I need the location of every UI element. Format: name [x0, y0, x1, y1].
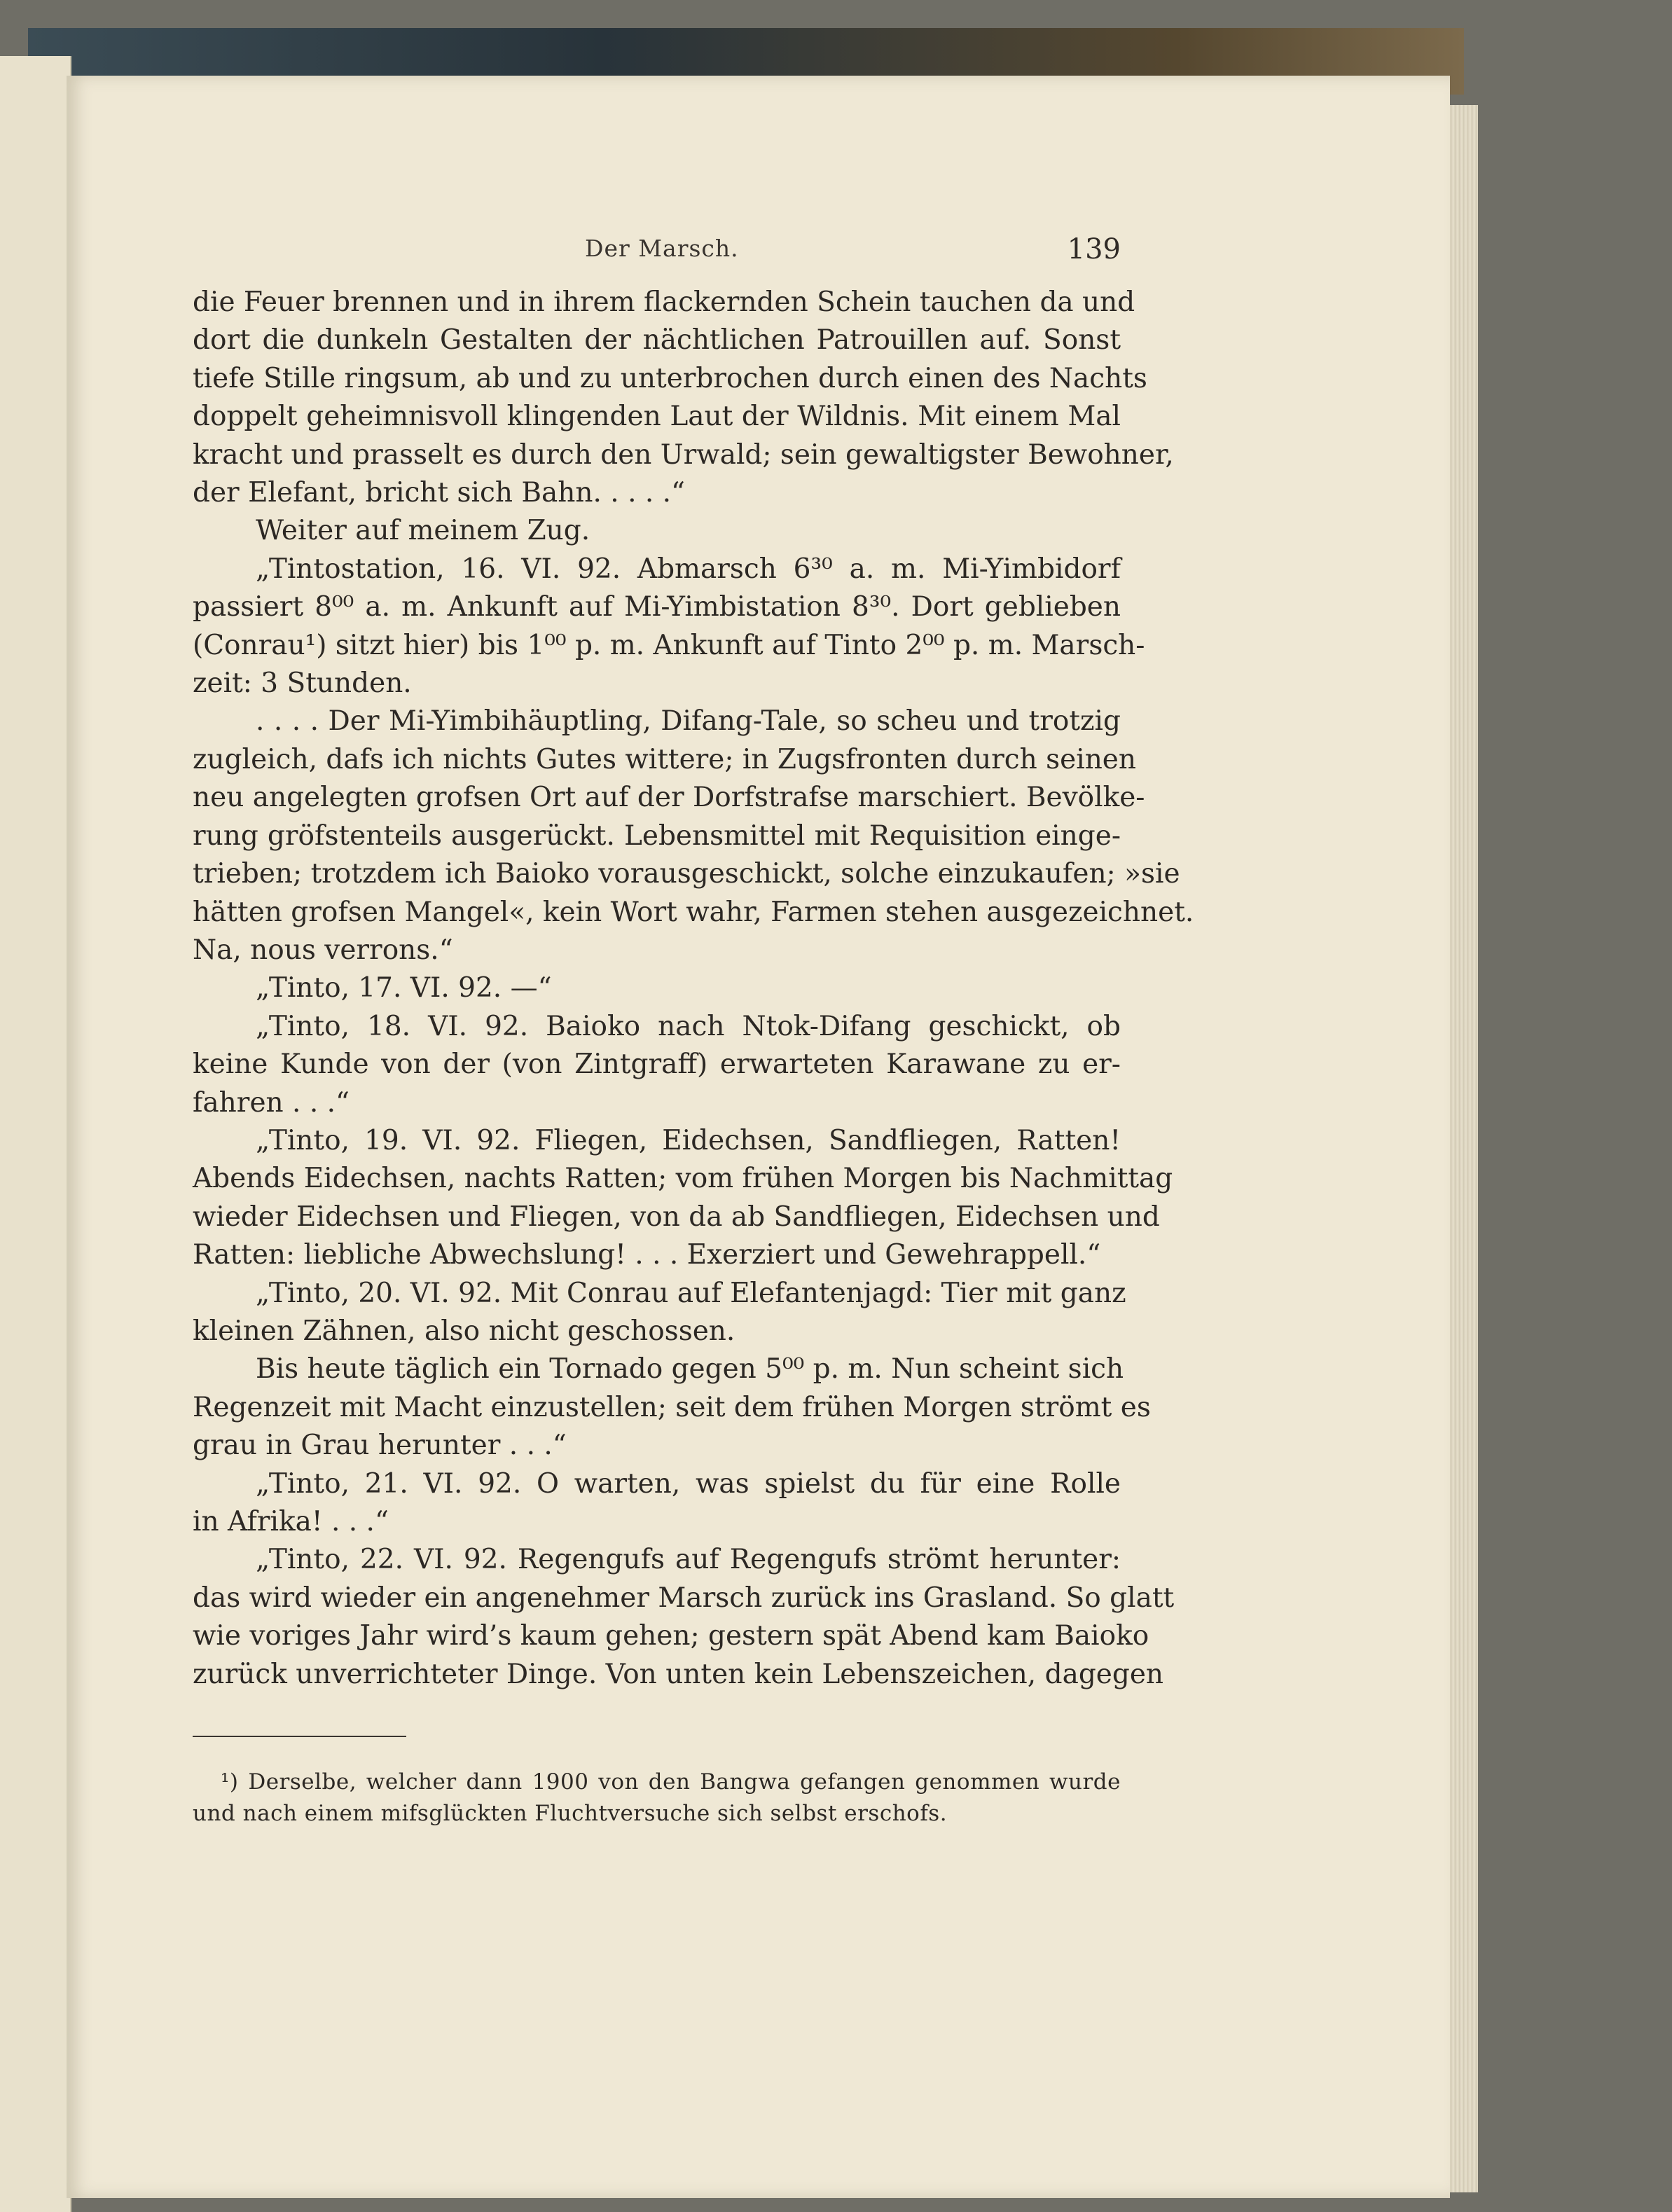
- text-line: Na, nous verrons.“: [193, 934, 453, 966]
- text-line: „Tinto, 20. VI. 92. Mit Conrau auf Elefantenjagd: Tier mit ganz: [256, 1277, 1126, 1309]
- paragraph: [193, 1541, 1175, 1694]
- footnote-line: und nach einem mifsglückten Fluchtversuche sich selbst erschofs.: [193, 1801, 948, 1826]
- text-line: kracht und prasselt es durch den Urwald; sein gewaltigster Bewohner,: [193, 438, 1174, 471]
- paragraph: [193, 1350, 1151, 1465]
- text-line: „Tinto, 17. VI. 92. —“: [256, 972, 552, 1004]
- text-line: hätten grofsen Mangel«, kein Wort wahr, Farmen stehen ausgezeichnet.: [193, 896, 1194, 928]
- text-line: „Tinto, 19. VI. 92. Fliegen, Eidechsen, Sandfliegen, Ratten!: [256, 1124, 1121, 1156]
- footnote-separator: [193, 1736, 406, 1737]
- page-header: [193, 233, 1121, 275]
- running-title: Der Marsch.: [585, 235, 739, 262]
- paragraph: [193, 551, 1145, 703]
- text-line: grau in Grau herunter . . .“: [193, 1430, 567, 1462]
- paragraph: [193, 1275, 1126, 1351]
- text-line: tiefe Stille ringsum, ab und zu unterbrochen durch einen des Nachts: [193, 362, 1147, 394]
- text-line: der Elefant, bricht sich Bahn. . . . .“: [193, 477, 685, 509]
- text-line: . . . . Der Mi-Yimbihäuptling, Difang-Tale, so scheu und trotzig: [256, 705, 1121, 738]
- text-line: „Tinto, 21. VI. 92. O warten, was spielst du für eine Rolle: [256, 1467, 1121, 1500]
- text-line: „Tinto, 22. VI. 92. Regengufs auf Regengufs strömt herunter:: [256, 1544, 1121, 1576]
- paragraph: [193, 1008, 1121, 1122]
- paragraph: [193, 1122, 1173, 1275]
- text-line: Bis heute täglich ein Tornado gegen 5⁰⁰ p. m. Nun scheint sich: [256, 1353, 1124, 1385]
- text-line: rung gröfstenteils ausgerückt. Lebensmittel mit Requisition einge-: [193, 820, 1121, 852]
- footnote: [193, 1767, 1121, 1830]
- text-line: zugleich, dafs ich nichts Gutes wittere; in Zugsfronten durch seinen: [193, 743, 1137, 775]
- text-line: Abends Eidechsen, nachts Ratten; vom frühen Morgen bis Nachmittag: [193, 1163, 1173, 1195]
- text-line: wie voriges Jahr wird’s kaum gehen; gestern spät Abend kam Baioko: [193, 1620, 1149, 1652]
- text-line: Weiter auf meinem Zug.: [256, 515, 590, 547]
- text-line: in Afrika! . . .“: [193, 1506, 389, 1537]
- facing-page-edge: [0, 56, 71, 2212]
- text-line: „Tinto, 18. VI. 92. Baioko nach Ntok-Difang geschickt, ob: [256, 1010, 1121, 1042]
- text-line: (Conrau¹) sitzt hier) bis 1⁰⁰ p. m. Ankunft auf Tinto 2⁰⁰ p. m. Marsch-: [193, 629, 1145, 661]
- text-line: trieben; trotzdem ich Baioko vorausgeschickt, solche einzukaufen; »sie: [193, 858, 1180, 890]
- text-line: wieder Eidechsen und Fliegen, von da ab Sandfliegen, Eidechsen und: [193, 1201, 1160, 1233]
- text-line: fahren . . .“: [193, 1086, 350, 1119]
- text-line: „Tintostation, 16. VI. 92. Abmarsch 6³⁰ a. m. Mi-Yimbidorf: [256, 553, 1121, 585]
- text-line: neu angelegten grofsen Ort auf der Dorfstrafse marschiert. Bevölke-: [193, 782, 1145, 814]
- paragraph: [193, 703, 1194, 969]
- text-line: zeit: 3 Stunden.: [193, 668, 412, 700]
- text-line: Regenzeit mit Macht einzustellen; seit dem frühen Morgen strömt es: [193, 1391, 1151, 1423]
- body-text: [193, 284, 1194, 1694]
- paragraph: [193, 969, 1121, 1007]
- footnote-line: ¹) Derselbe, welcher dann 1900 von den Bangwa gefangen genommen wurde: [221, 1769, 1121, 1795]
- paragraph: [193, 284, 1174, 512]
- text-line: die Feuer brennen und in ihrem flackernden Schein tauchen da und: [193, 286, 1135, 318]
- text-line: Ratten: liebliche Abwechslung! . . . Exerziert und Gewehrappell.“: [193, 1239, 1101, 1271]
- text-line: doppelt geheimnisvoll klingenden Laut der Wildnis. Mit einem Mal: [193, 401, 1121, 433]
- text-line: keine Kunde von der (von Zintgraff) erwarteten Karawane zu er-: [193, 1049, 1121, 1081]
- paragraph: [193, 1465, 1121, 1542]
- page-number: 139: [1067, 233, 1121, 265]
- text-line: passiert 8⁰⁰ a. m. Ankunft auf Mi-Yimbistation 8³⁰. Dort geblieben: [193, 591, 1121, 623]
- text-line: das wird wieder ein angenehmer Marsch zurück ins Grasland. So glatt: [193, 1582, 1175, 1614]
- text-line: zurück unverrichteter Dinge. Von unten kein Lebenszeichen, dagegen: [193, 1658, 1164, 1690]
- text-line: kleinen Zähnen, also nicht geschossen.: [193, 1315, 735, 1347]
- text-line: dort die dunkeln Gestalten der nächtlichen Patrouillen auf. Sonst: [193, 324, 1121, 357]
- paragraph: [193, 512, 1121, 550]
